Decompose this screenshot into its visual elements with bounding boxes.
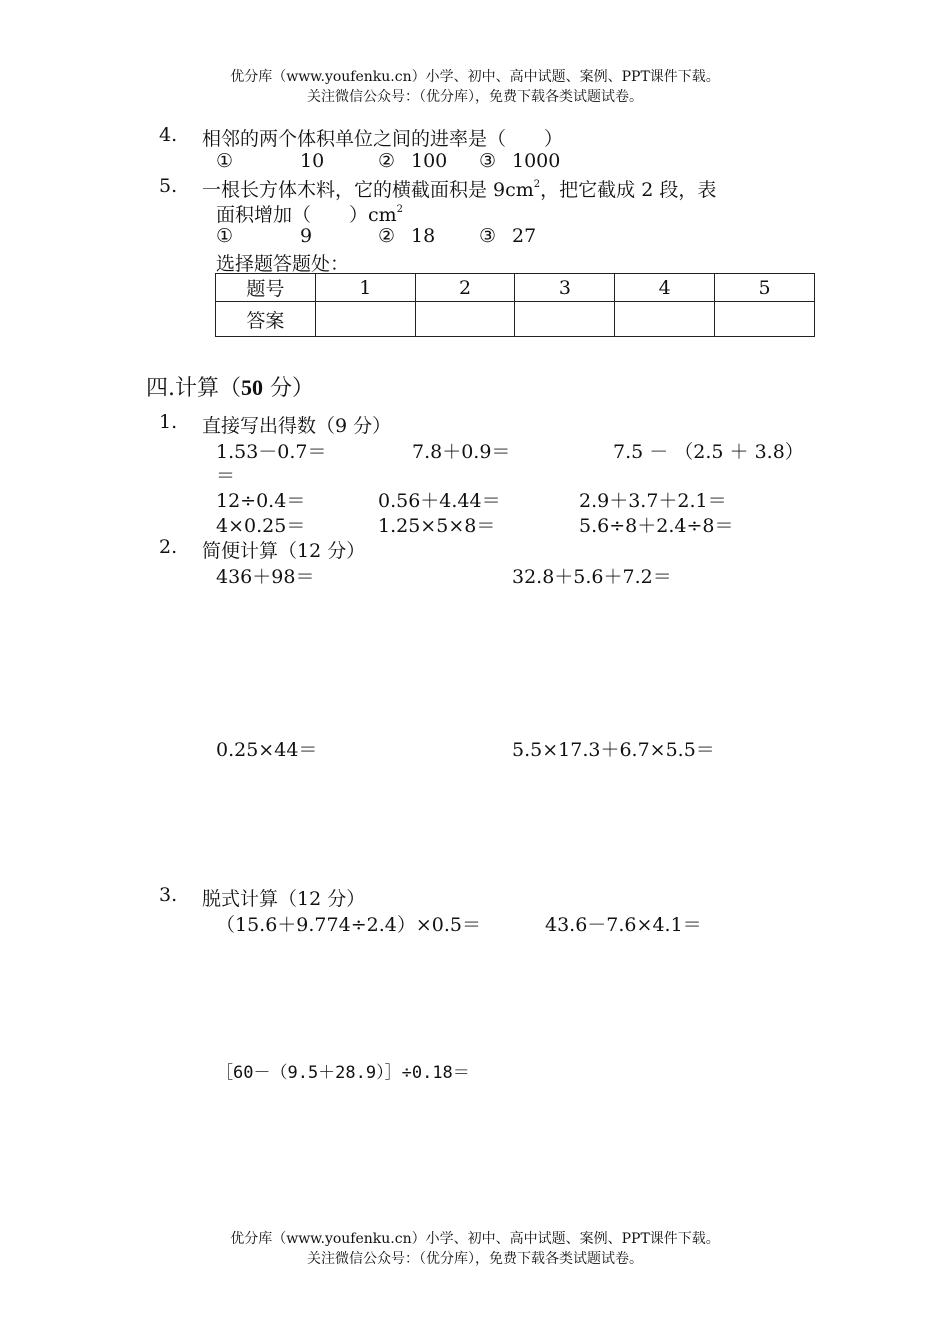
answer-table	[215, 273, 815, 337]
q4-option-3-value: 1000	[512, 150, 561, 172]
q5-option-2-mark: ②	[378, 225, 396, 247]
question-5-text-line-1: 一根长方体木料，它的横截面积是 $9cm^2$，把它截成 2 段，表	[202, 179, 717, 201]
p2-expr-1: 436＋98＝	[216, 566, 315, 588]
p1-expr-2: 7.8＋0.9＝	[412, 441, 511, 463]
answer-table-number-3: 3	[515, 274, 615, 302]
answer-table-number-2: 2	[415, 274, 515, 302]
part-1-title: 直接写出得数（9 分）	[202, 415, 392, 437]
answer-cell-2[interactable]	[415, 302, 515, 337]
q5-option-2-value: 18	[411, 225, 436, 247]
p1-expr-3: 7.5 － （2.5 ＋ 3.8）	[613, 441, 804, 463]
q5-option-1-value: 9	[300, 225, 313, 247]
answer-cell-1[interactable]	[315, 302, 415, 337]
question-4-text: 相邻的两个体积单位之间的进率是（ ）	[202, 128, 564, 150]
question-5-number: 5.	[159, 175, 178, 197]
answer-table-caption: 选择题答题处：	[216, 253, 350, 275]
q5-option-1-mark: ①	[216, 225, 234, 247]
q5-option-3-value: 27	[512, 225, 537, 247]
p1-expr-5: 0.56＋4.44＝	[378, 490, 501, 512]
p2-expr-2: 32.8＋5.6＋7.2＝	[512, 566, 672, 588]
p1-expr-9: 5.6÷8＋2.4÷8＝	[579, 515, 734, 537]
answer-table-number-1: 1	[315, 274, 415, 302]
answer-table-answer-label: 答案	[216, 302, 316, 337]
answer-cell-5[interactable]	[715, 302, 815, 337]
q4-option-2-value: 100	[411, 150, 448, 172]
p1-expr-8: 1.25×5×8＝	[378, 515, 496, 537]
answer-table-number-5: 5	[715, 274, 815, 302]
p3-expr-1: （15.6＋9.774÷2.4）×0.5＝	[216, 914, 481, 936]
header-line-1: 优分库（www.youfenku.cn）小学、初中、高中试题、案例、PPT课件下载。	[230, 69, 720, 85]
question-4-number: 4.	[159, 124, 178, 146]
answer-cell-3[interactable]	[515, 302, 615, 337]
q4-option-1-mark: ①	[216, 150, 234, 172]
part-3-number: 3.	[159, 884, 178, 906]
answer-table-header-row	[216, 274, 815, 302]
p1-expr-1: 1.53－0.7＝	[216, 441, 327, 463]
footer-line-1: 优分库（www.youfenku.cn）小学、初中、高中试题、案例、PPT课件下载。	[230, 1231, 720, 1247]
part-2-number: 2.	[159, 536, 178, 558]
p1-expr-6: 2.9＋3.7＋2.1＝	[579, 490, 727, 512]
p2-expr-4: 5.5×17.3＋6.7×5.5＝	[512, 739, 715, 761]
p3-expr-2: 43.6－7.6×4.1＝	[545, 914, 702, 936]
header-line-2: 关注微信公众号：（优分库），免费下载各类试题试卷。	[307, 89, 643, 105]
part-1-number: 1.	[159, 411, 178, 433]
answer-cell-4[interactable]	[615, 302, 715, 337]
footer-line-2: 关注微信公众号：（优分库），免费下载各类试题试卷。	[307, 1251, 643, 1267]
part-2-title: 简便计算（12 分）	[202, 540, 366, 562]
answer-table-answer-row	[216, 302, 815, 337]
part-3-title: 脱式计算（12 分）	[202, 888, 366, 910]
question-5-text-line-2: 面积增加（ ）$cm^2$	[216, 204, 404, 226]
p3-expr-3: ［60－（9.5＋28.9）］÷0.18＝	[216, 1063, 470, 1083]
q5-option-3-mark: ③	[479, 225, 497, 247]
section-4-title: 四.计算（50 分）	[146, 375, 314, 401]
p1-expr-4: 12÷0.4＝	[216, 490, 306, 512]
q4-option-3-mark: ③	[479, 150, 497, 172]
p1-expr-3-equals: ＝	[216, 465, 236, 487]
p2-expr-3: 0.25×44＝	[216, 739, 318, 761]
q4-option-2-mark: ②	[378, 150, 396, 172]
q4-option-1-value: 10	[300, 150, 325, 172]
answer-table-number-4: 4	[615, 274, 715, 302]
answer-table-header-label: 题号	[216, 274, 316, 302]
p1-expr-7: 4×0.25＝	[216, 515, 306, 537]
